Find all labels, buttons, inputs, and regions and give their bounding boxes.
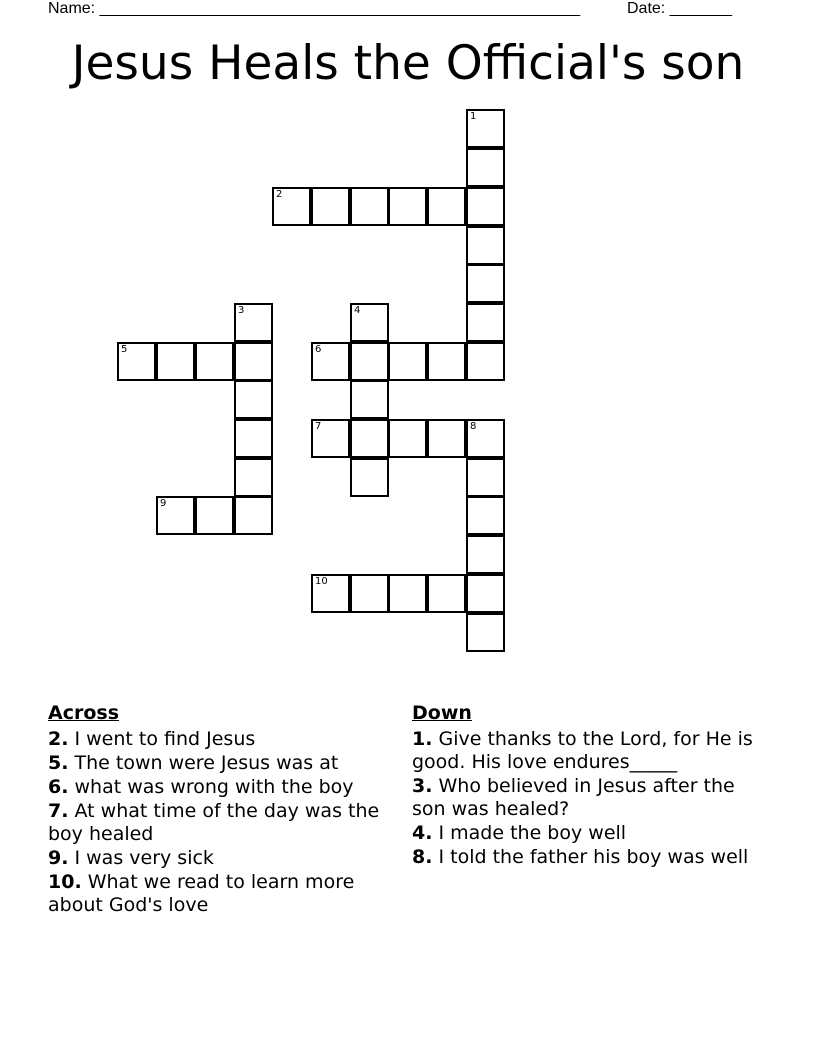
clue-number-label: 4 <box>354 305 361 316</box>
crossword-cell[interactable] <box>388 574 427 613</box>
clue-number-label: 7 <box>315 421 322 432</box>
crossword-cell[interactable] <box>117 342 156 381</box>
crossword-cell[interactable] <box>466 574 505 613</box>
clue-text: I made the boy well <box>438 822 627 844</box>
crossword-cell[interactable] <box>466 264 505 303</box>
clue-number: 2. <box>48 728 69 750</box>
clue-number-label: 5 <box>121 344 128 355</box>
clue-number: 5. <box>48 752 69 774</box>
down-clue <box>412 775 772 821</box>
crossword-cell[interactable] <box>466 342 505 381</box>
crossword-cell[interactable] <box>388 342 427 381</box>
clue-text: I went to find Jesus <box>74 728 256 750</box>
clue-number-label: 8 <box>470 421 477 432</box>
crossword-cell[interactable] <box>311 187 350 226</box>
clue-text: Give thanks to the Lord, for He is good. His love endures_____ <box>412 728 753 773</box>
across-clues <box>48 702 393 918</box>
down-clue <box>412 728 772 774</box>
crossword-cell[interactable] <box>427 574 466 613</box>
name-field-label: Name: ______________________________________________________ <box>48 0 581 17</box>
crossword-cell[interactable] <box>272 187 311 226</box>
clue-number: 9. <box>48 847 69 869</box>
clue-number-label: 1 <box>470 111 477 122</box>
clue-number: 1. <box>412 728 433 750</box>
clue-number: 7. <box>48 800 69 822</box>
crossword-cell[interactable] <box>311 419 350 458</box>
clue-text: I was very sick <box>74 847 214 869</box>
crossword-cell[interactable] <box>466 148 505 187</box>
crossword-cell[interactable] <box>388 187 427 226</box>
clue-number-label: 6 <box>315 344 322 355</box>
clue-text: what was wrong with the boy <box>74 776 354 798</box>
clue-number-label: 2 <box>276 189 283 200</box>
across-clue <box>48 752 393 775</box>
crossword-cell[interactable] <box>350 342 389 381</box>
clue-text: I told the father his boy was well <box>438 846 749 868</box>
crossword-cell[interactable] <box>466 535 505 574</box>
crossword-cell[interactable] <box>466 496 505 535</box>
crossword-cell[interactable] <box>350 303 389 342</box>
crossword-cell[interactable] <box>234 303 273 342</box>
crossword-cell[interactable] <box>466 458 505 497</box>
down-heading: Down <box>412 702 472 724</box>
crossword-cell[interactable] <box>156 496 195 535</box>
crossword-cell[interactable] <box>234 458 273 497</box>
crossword-cell[interactable] <box>311 342 350 381</box>
crossword-cell[interactable] <box>466 226 505 265</box>
down-clue <box>412 822 772 845</box>
crossword-cell[interactable] <box>311 574 350 613</box>
clue-number: 10. <box>48 871 82 893</box>
clue-text: Who believed in Jesus after the son was healed? <box>412 775 735 820</box>
across-clue <box>48 728 393 751</box>
clue-text: The town were Jesus was at <box>74 752 339 774</box>
down-clues <box>412 702 772 870</box>
clue-number-label: 3 <box>238 305 245 316</box>
across-clue <box>48 776 393 799</box>
crossword-cell[interactable] <box>195 496 234 535</box>
crossword-cell[interactable] <box>427 419 466 458</box>
down-clue <box>412 846 772 869</box>
clue-number-label: 9 <box>160 498 167 509</box>
crossword-cell[interactable] <box>466 419 505 458</box>
crossword-cell[interactable] <box>234 419 273 458</box>
across-clue <box>48 800 393 846</box>
page-title: Jesus Heals the Official's son <box>71 36 745 91</box>
crossword-cell[interactable] <box>350 574 389 613</box>
clue-number: 6. <box>48 776 69 798</box>
crossword-cell[interactable] <box>466 303 505 342</box>
crossword-cell[interactable] <box>427 187 466 226</box>
crossword-cell[interactable] <box>234 380 273 419</box>
clue-number-label: 10 <box>315 576 328 587</box>
date-field-label: Date: _______ <box>627 0 732 17</box>
across-heading: Across <box>48 702 120 724</box>
clue-number: 4. <box>412 822 433 844</box>
crossword-cell[interactable] <box>466 187 505 226</box>
clue-text: What we read to learn more about God's love <box>48 871 355 916</box>
crossword-cell[interactable] <box>234 342 273 381</box>
clue-text: At what time of the day was the boy healed <box>48 800 380 845</box>
crossword-cell[interactable] <box>234 496 273 535</box>
crossword-cell[interactable] <box>388 419 427 458</box>
crossword-cell[interactable] <box>427 342 466 381</box>
crossword-cell[interactable] <box>466 613 505 652</box>
crossword-cell[interactable] <box>466 109 505 148</box>
crossword-cell[interactable] <box>350 419 389 458</box>
crossword-cell[interactable] <box>195 342 234 381</box>
crossword-cell[interactable] <box>350 458 389 497</box>
across-clue <box>48 847 393 870</box>
crossword-cell[interactable] <box>350 380 389 419</box>
crossword-cell[interactable] <box>350 187 389 226</box>
clue-number: 3. <box>412 775 433 797</box>
clue-number: 8. <box>412 846 433 868</box>
across-clue <box>48 871 393 917</box>
crossword-cell[interactable] <box>156 342 195 381</box>
